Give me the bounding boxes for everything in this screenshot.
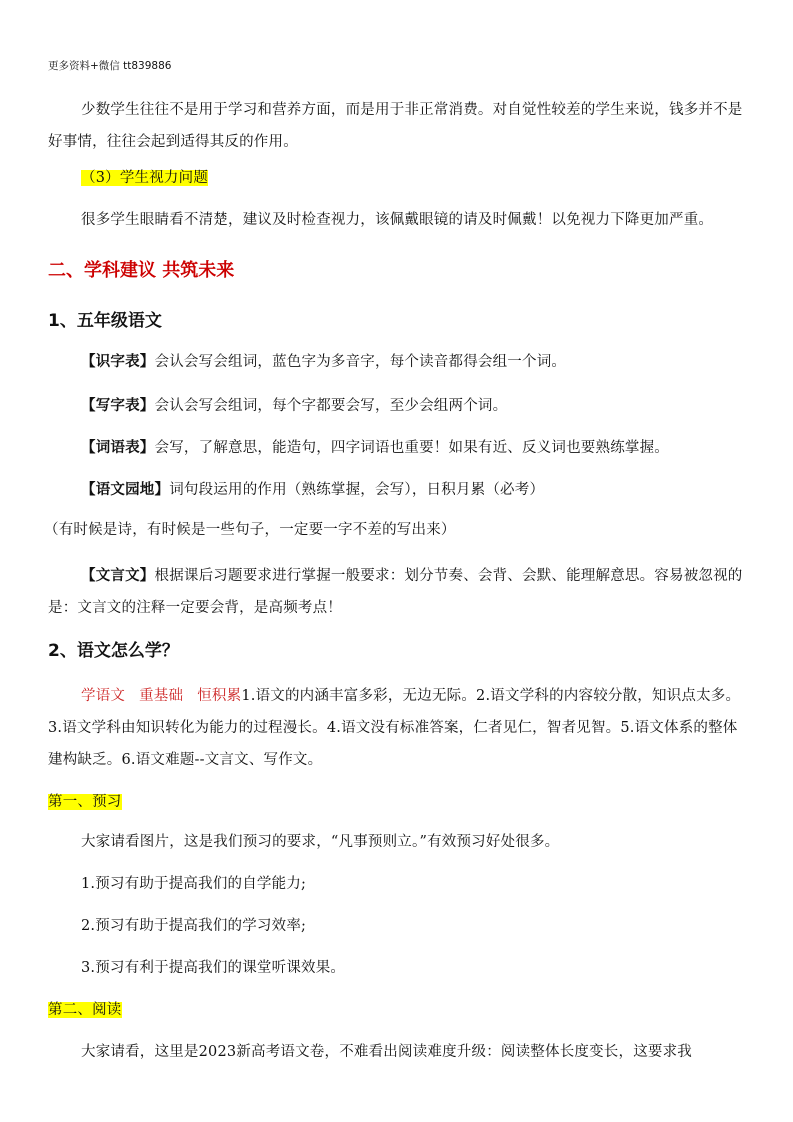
intro-paragraph-2: 很多学生眼睛看不清楚，建议及时检查视力，该佩戴眼镜的请及时佩戴！以免视力下降更加严重。 [81,212,714,228]
item-3-heading [48,162,748,194]
item-3-label: （3）学生视力问题 [81,170,209,186]
red-keyword-3: 恒积累 [197,688,242,704]
step-2-heading [48,994,748,1026]
term-item-xiezi [48,390,748,422]
step-1-label: 第一、预习 [48,794,122,810]
subsection-1-title: 1、五年级语文 [48,311,162,331]
term-item-yuandi [48,474,748,506]
term-text: 会认会写会组词，每个字都要会写，至少会组两个词。 [154,398,508,414]
step-1-intro: 大家请看图片，这是我们预习的要求，“凡事预则立。”有效预习好处很多。 [81,834,560,850]
term-label: 【语文园地】 [81,482,170,498]
learning-method-text: 1.语文的内涵丰富多彩，无边无际。2.语文学科的内容较分散，知识点太多。3.语文学科由知识转化为能力的过程漫长。4.语文没有标准答案，仁者见仁，智者见智。5.语文体系的整体建构缺乏。6.语文难题--文言文、写作文。 [48,688,741,768]
term-label: 【词语表】 [81,440,155,456]
term-text: 根据课后习题要求进行掌握一般要求：划分节奏、会背、会默、能理解意思。容易被忽视的是：文言文的注释一定要会背，是高频考点！ [48,568,743,616]
term-item-wenyan [48,560,748,624]
step-1-point-2: 2.预习有助于提高我们的学习效率; [81,918,307,934]
step-1-heading [48,786,748,818]
step-1-point-3: 3.预习有利于提高我们的课堂听课效果。 [81,960,346,976]
term-label: 【文言文】 [81,568,155,584]
yuandi-note: （有时候是诗，有时候是一些句子，一定要一字不差的写出来） [44,522,456,538]
section-2-title: 二、学科建议 共筑未来 [48,260,235,281]
red-keyword-1: 学语文 [81,688,126,704]
term-item-ciyu [48,432,748,464]
step-1-point-1: 1.预习有助于提高我们的自学能力; [81,876,307,892]
subsection-2-title: 2、语文怎么学？ [48,641,179,661]
page-header: 更多资料+微信 tt839886 [48,60,172,72]
term-label: 【识字表】 [81,354,155,370]
learning-method-paragraph [48,680,748,776]
term-item-shizi [48,346,748,378]
term-text: 会写，了解意思，能造句，四字词语也重要！如果有近、反义词也要熟练掌握。 [154,440,669,456]
step-2-label: 第二、阅读 [48,1002,122,1018]
term-text: 会认会写会组词，蓝色字为多音字，每个读音都得会组一个词。 [154,354,567,370]
term-label: 【写字表】 [81,398,155,414]
intro-paragraph-1: 少数学生往往不是用于学习和营养方面，而是用于非正常消费。对自觉性较差的学生来说，钱多并不是好事情，往往会起到适得其反的作用。 [48,102,743,150]
red-keyword-2: 重基础 [139,688,184,704]
term-text: 词句段运用的作用（熟练掌握，会写），日积月累（必考） [169,482,545,498]
step-2-intro: 大家请看，这里是2023新高考语文卷，不难看出阅读难度升级：阅读整体长度变长，这要求我 [81,1044,692,1060]
